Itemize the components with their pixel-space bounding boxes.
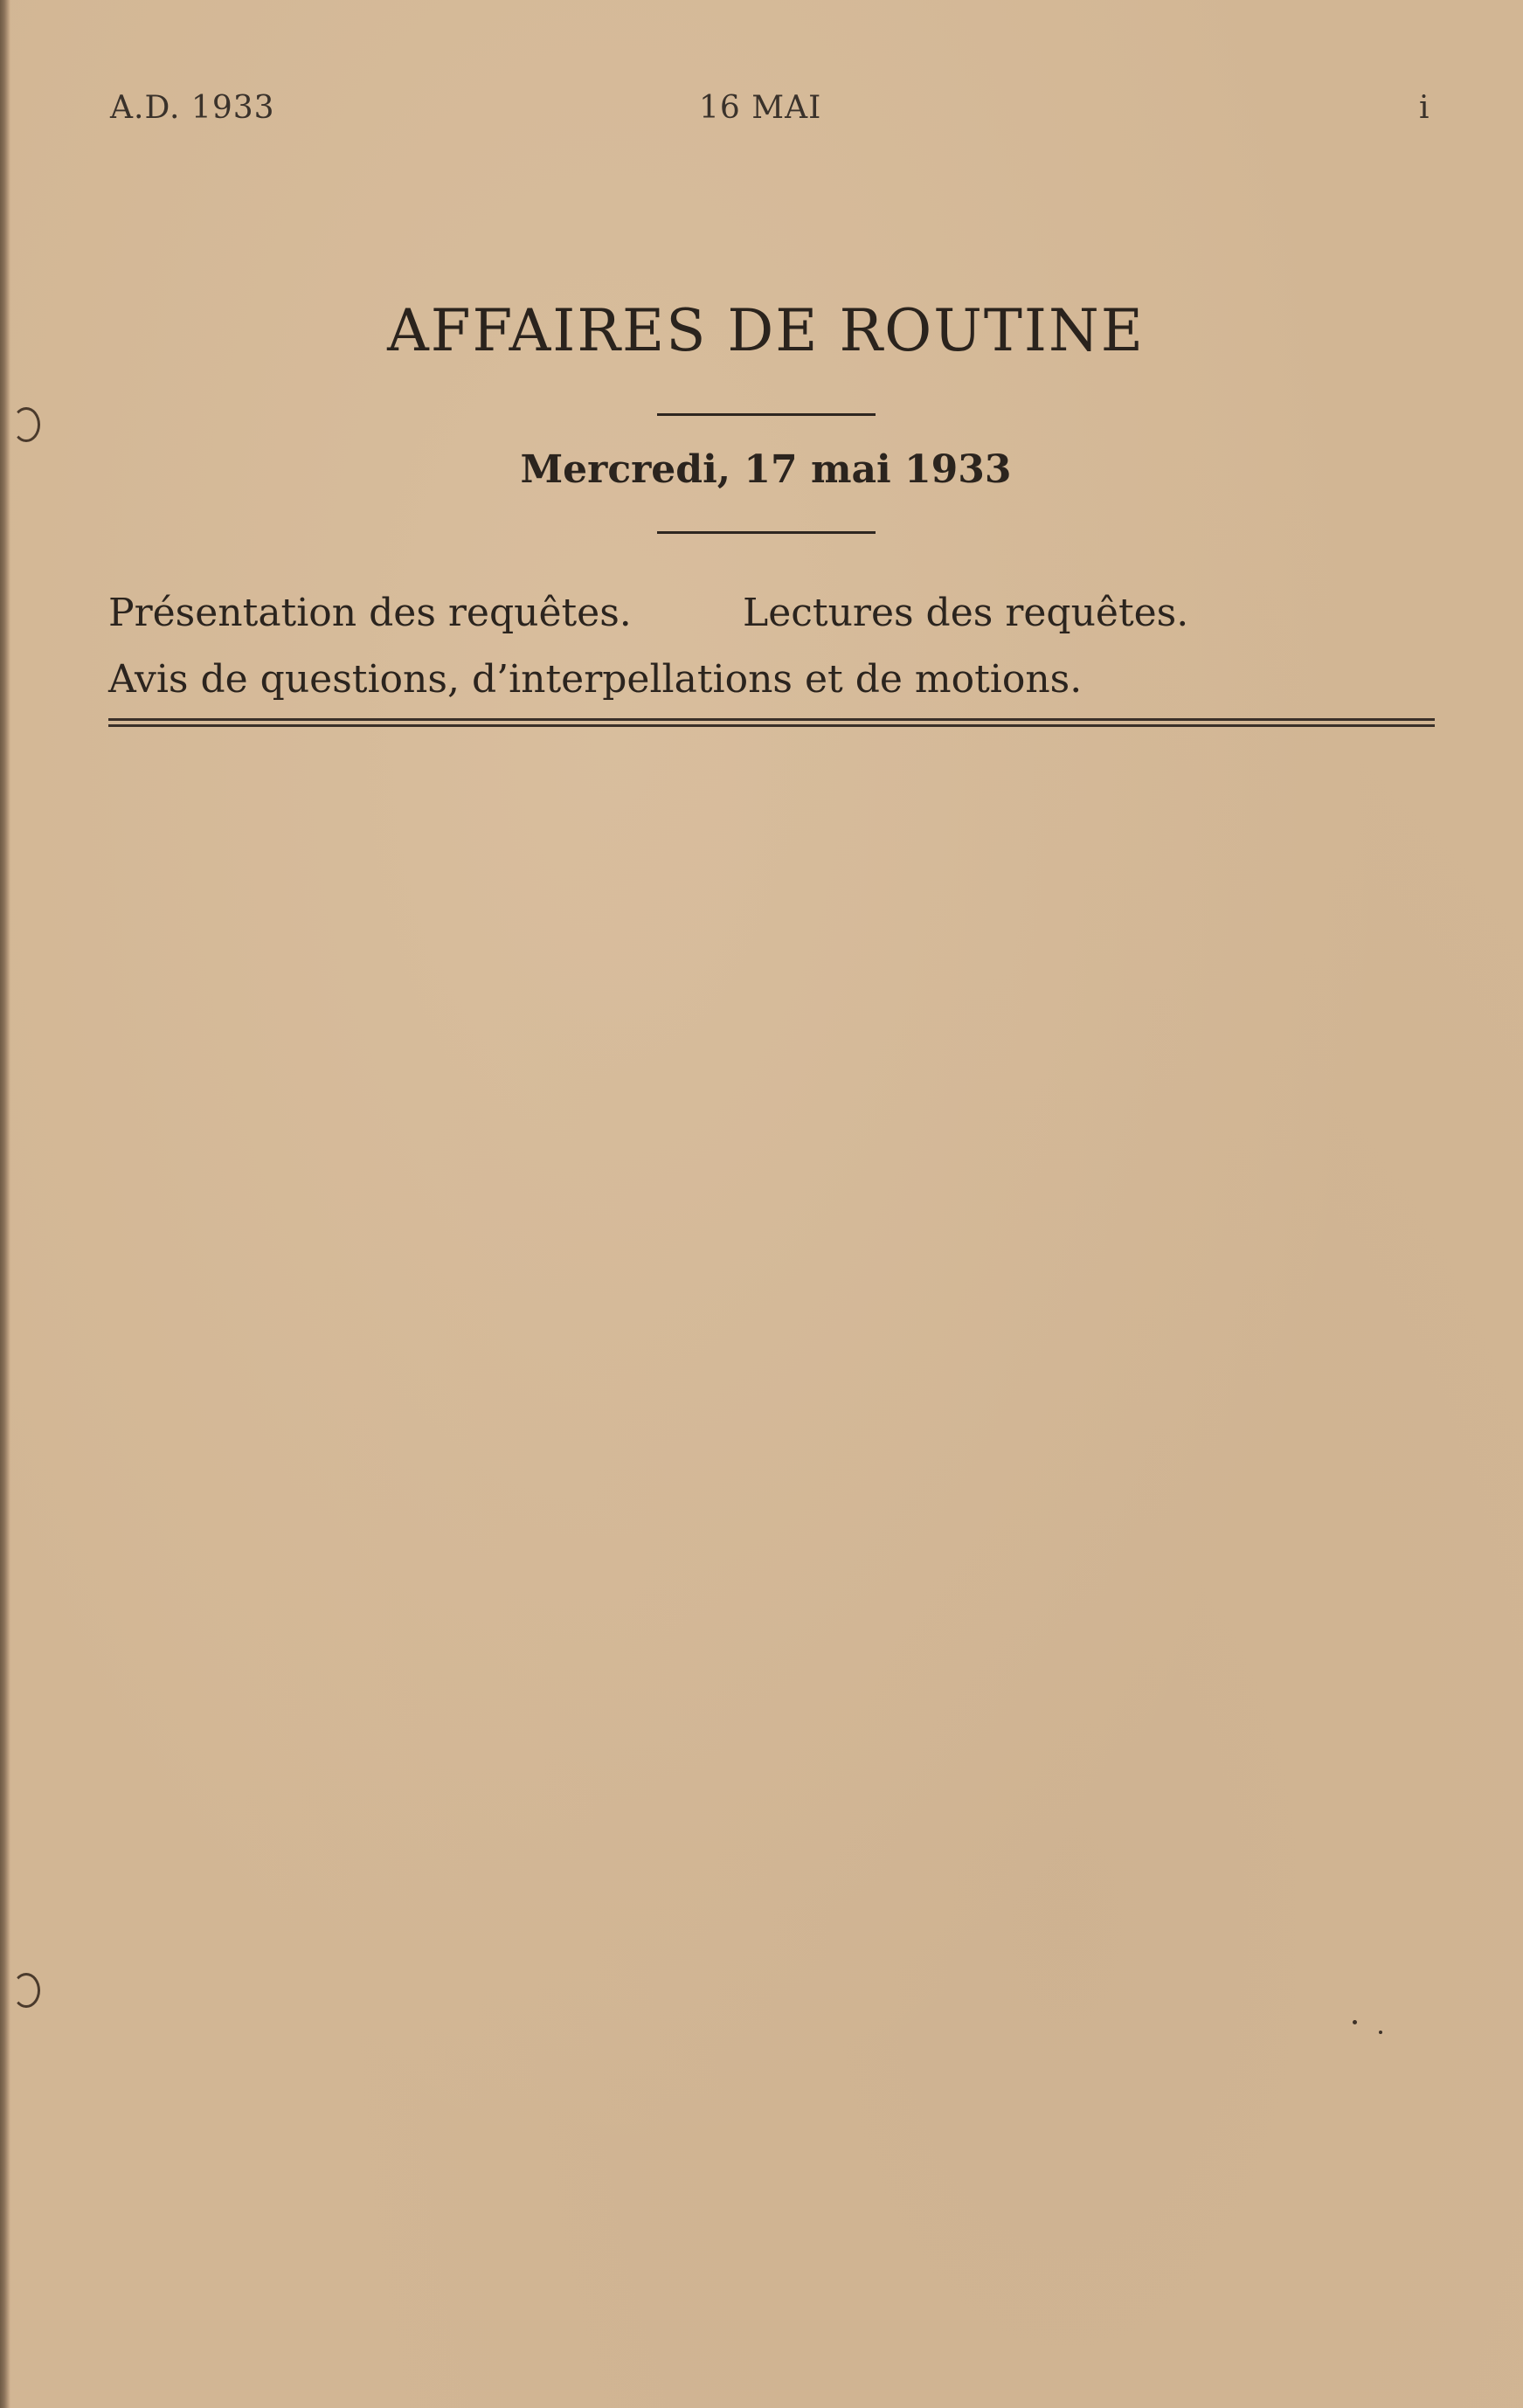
paper-speck — [1353, 2020, 1357, 2024]
binding-hole-top — [12, 407, 40, 442]
title-rule — [657, 413, 876, 416]
binding-hole-bottom — [12, 1973, 40, 2008]
paper-speck — [1379, 2031, 1382, 2034]
running-head — [0, 90, 1523, 134]
item-lectures: Lectures des requêtes. — [743, 591, 1189, 635]
section-double-rule — [108, 718, 1435, 727]
page-title: AFFAIRES DE ROUTINE — [387, 297, 1145, 364]
running-head-year: A.D. 1933 — [110, 90, 275, 126]
date-rule — [657, 531, 876, 534]
routine-row-1 — [108, 580, 1436, 647]
routine-items — [108, 580, 1436, 713]
item-presentation: Présentation des requêtes. — [108, 591, 632, 635]
page-number: i — [1419, 90, 1430, 126]
session-date: Mercredi, 17 mai 1933 — [520, 447, 1012, 492]
running-head-date: 16 MAI — [699, 90, 822, 126]
routine-row-2 — [108, 647, 1436, 713]
item-avis: Avis de questions, d’interpellations et de motions. — [108, 657, 1083, 702]
